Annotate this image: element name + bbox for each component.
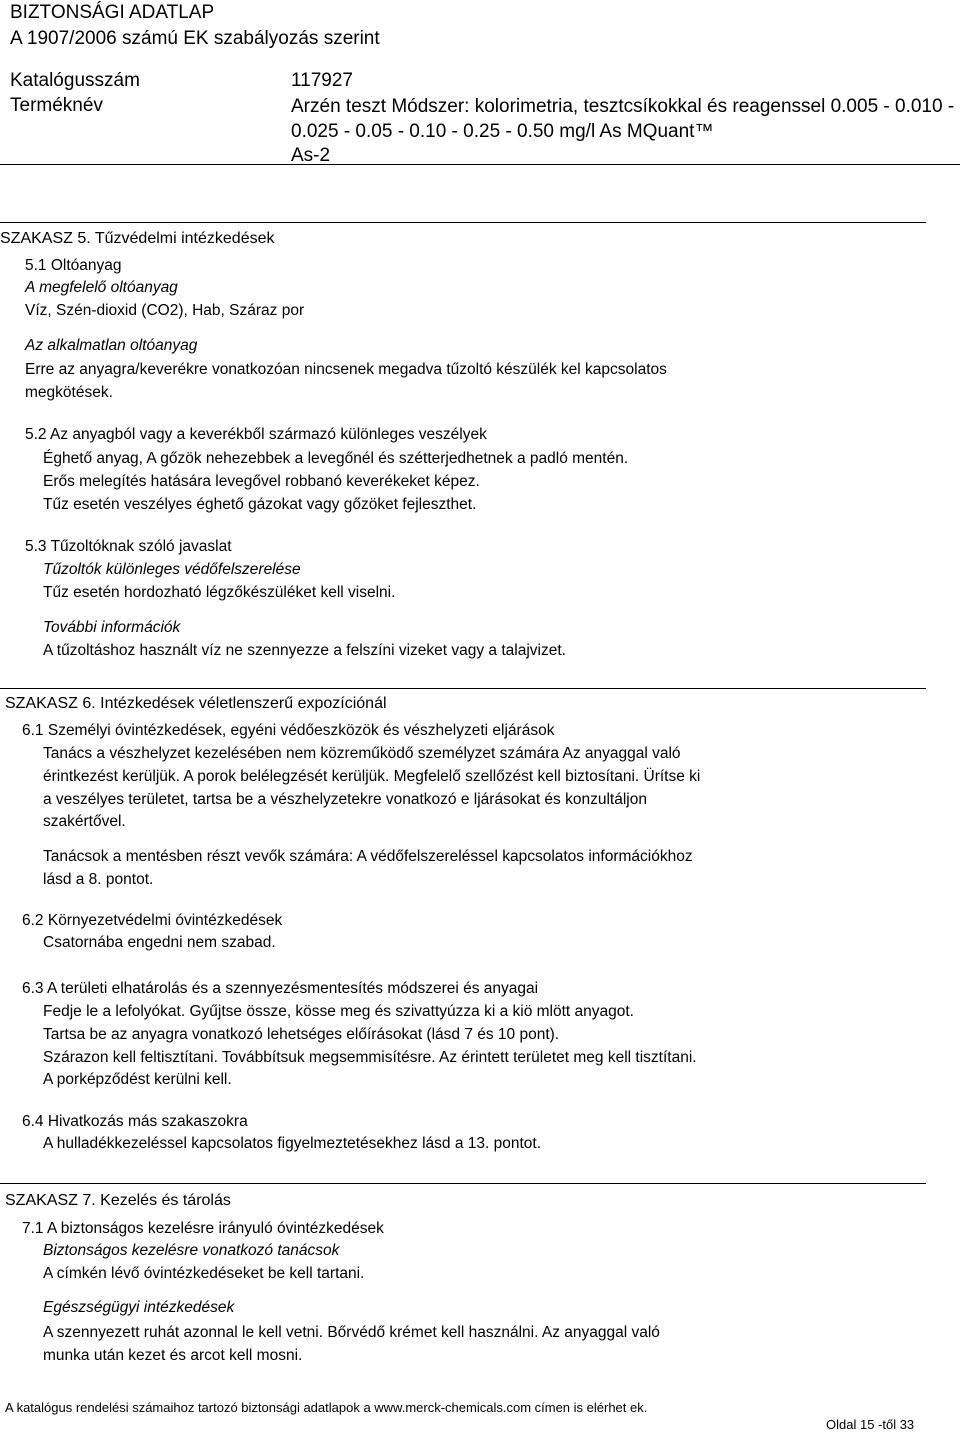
section-divider xyxy=(0,1183,926,1184)
further-info-label: További információk xyxy=(43,619,181,636)
hygiene-measures-label: Egészségügyi intézkedések xyxy=(43,1299,235,1316)
suitable-agent-label: A megfelelő oltóanyag xyxy=(25,279,178,296)
section-5-title: SZAKASZ 5. Tűzvédelmi intézkedések xyxy=(0,230,275,247)
environmental-precautions-text: Csatornába engedni nem szabad. xyxy=(43,934,276,951)
text-line: Szárazon kell feltisztítani. Továbbítsuk megsemmisítésre. Az érintett területet meg kell tisztítani. xyxy=(43,1048,697,1066)
text-line: Erre az anyagra/keverékre vonatkozóan nincsenek megadva tűzoltó készülék kel kapcsolatos xyxy=(25,361,667,378)
text-line: szakértővel. xyxy=(43,813,126,831)
handling-advice-text: A címkén lévő óvintézkedéseket be kell tartani. xyxy=(43,1265,365,1282)
product-label: Terméknév xyxy=(10,95,103,116)
text-line: Tanácsok a mentésben részt vevők számára: A védőfelszereléssel kapcsolatos információkhoz xyxy=(43,848,693,865)
footer-note: A katalógus rendelési számaihoz tartozó biztonsági adatlapok a www.merck-chemicals.com címen is elérhet ek. xyxy=(5,1400,648,1415)
text-line: Erős melegítés hatására levegővel robbanó keverékeket képez. xyxy=(43,472,480,490)
page-number: Oldal 15 -től 33 xyxy=(826,1417,915,1432)
text-line: Fedje le a lefolyókat. Gyűjtse össze, kösse meg és szivattyúzza ki a kiö mlött anyagot. xyxy=(43,1003,634,1020)
text-line: lásd a 8. pontot. xyxy=(43,870,154,888)
subsection-6-3-title: 6.3 A területi elhatárolás és a szennyezésmentesítés módszerei és anyagai xyxy=(22,980,539,997)
product-value-line: 0.025 - 0.05 - 0.10 - 0.25 - 0.50 mg/l As MQuant™ xyxy=(291,120,714,142)
text-line: Tűz esetén veszélyes éghető gázokat vagy gőzöket fejleszthet. xyxy=(43,495,477,513)
subsection-6-1-title: 6.1 Személyi óvintézkedések, egyéni védőeszközök és vészhelyzeti eljárások xyxy=(22,722,555,739)
text-line: a veszélyes területet, tartsa be a vészhelyzetekre vonatkozó e ljárásokat és konzultáljon xyxy=(43,790,647,808)
subsection-7-1-title: 7.1 A biztonságos kezelésre irányuló óvintézkedések xyxy=(22,1220,384,1237)
subsection-5-3-title: 5.3 Tűzoltóknak szóló javaslat xyxy=(25,538,232,555)
catalog-value: 117927 xyxy=(291,70,353,91)
text-line: A szennyezett ruhát azonnal le kell vetni. Bőrvédő krémet kell használni. Az anyaggal való xyxy=(43,1324,660,1341)
handling-advice-label: Biztonságos kezelésre vonatkozó tanácsok xyxy=(43,1242,340,1259)
subsection-5-2-title: 5.2 Az anyagból vagy a keverékből származó különleges veszélyek xyxy=(25,426,487,443)
text-line: munka után kezet és arcot kell mosni. xyxy=(43,1346,303,1364)
text-line: Tartsa be az anyagra vonatkozó lehetséges előírásokat (lásd 7 és 10 pont). xyxy=(43,1025,560,1043)
subsection-5-1-title: 5.1 Oltóanyag xyxy=(25,257,122,274)
catalog-label: Katalógusszám xyxy=(10,70,140,91)
further-info-text: A tűzoltáshoz használt víz ne szennyezze a felszíni vizeket vagy a talajvizet. xyxy=(43,642,566,659)
containment-text xyxy=(43,1001,697,1092)
section-divider xyxy=(0,222,926,223)
header-divider xyxy=(0,164,960,165)
unsuitable-agent-label: Az alkalmatlan oltóanyag xyxy=(25,337,198,354)
text-line: A porképződést kerülni kell. xyxy=(43,1071,232,1089)
firefighter-equipment-label: Tűzoltók különleges védőfelszerelése xyxy=(43,561,301,578)
subsection-6-2-title: 6.2 Környezetvédelmi óvintézkedések xyxy=(22,912,283,929)
reference-sections-text: A hulladékkezeléssel kapcsolatos figyelmeztetésekhez lásd a 13. pontot. xyxy=(43,1135,542,1152)
text-line: Tanács a vészhelyzet kezelésében nem közreműködő személyzet számára Az anyaggal való xyxy=(43,745,681,762)
section-divider xyxy=(0,688,926,689)
hazards-text xyxy=(43,448,628,516)
text-line: érintkezést kerüljük. A porok belélegzését kerüljük. Megfelelő szellőzést kell biztosítani. Ürítse ki xyxy=(43,767,701,785)
doc-title: BIZTONSÁGI ADATLAP xyxy=(10,2,215,23)
unsuitable-agent-text xyxy=(25,359,667,405)
doc-subtitle: A 1907/2006 számú EK szabályozás szerint xyxy=(10,28,380,49)
firefighter-equipment-text: Tűz esetén hordozható légzőkészüléket kell viselni. xyxy=(43,584,396,601)
hygiene-measures-text xyxy=(43,1322,660,1368)
text-line: Éghető anyag, A gőzök nehezebbek a levegőnél és szétterjedhetnek a padló mentén. xyxy=(43,450,629,467)
section-7-title: SZAKASZ 7. Kezelés és tárolás xyxy=(5,1192,231,1209)
suitable-agent-text: Víz, Szén-dioxid (CO2), Hab, Száraz por xyxy=(25,302,305,319)
section-6-title: SZAKASZ 6. Intézkedések véletlenszerű expozíciónál xyxy=(5,695,387,712)
product-value xyxy=(291,95,954,169)
product-value-line: Arzén teszt Módszer: kolorimetria, tesztcsíkokkal és reagenssel 0.005 - 0.010 - xyxy=(291,96,955,117)
product-value-line: As-2 xyxy=(291,145,331,166)
subsection-6-4-title: 6.4 Hivatkozás más szakaszokra xyxy=(22,1113,248,1130)
text-line: megkötések. xyxy=(25,383,113,401)
emergency-responders-text xyxy=(43,846,693,892)
personal-precautions-text xyxy=(43,743,700,834)
